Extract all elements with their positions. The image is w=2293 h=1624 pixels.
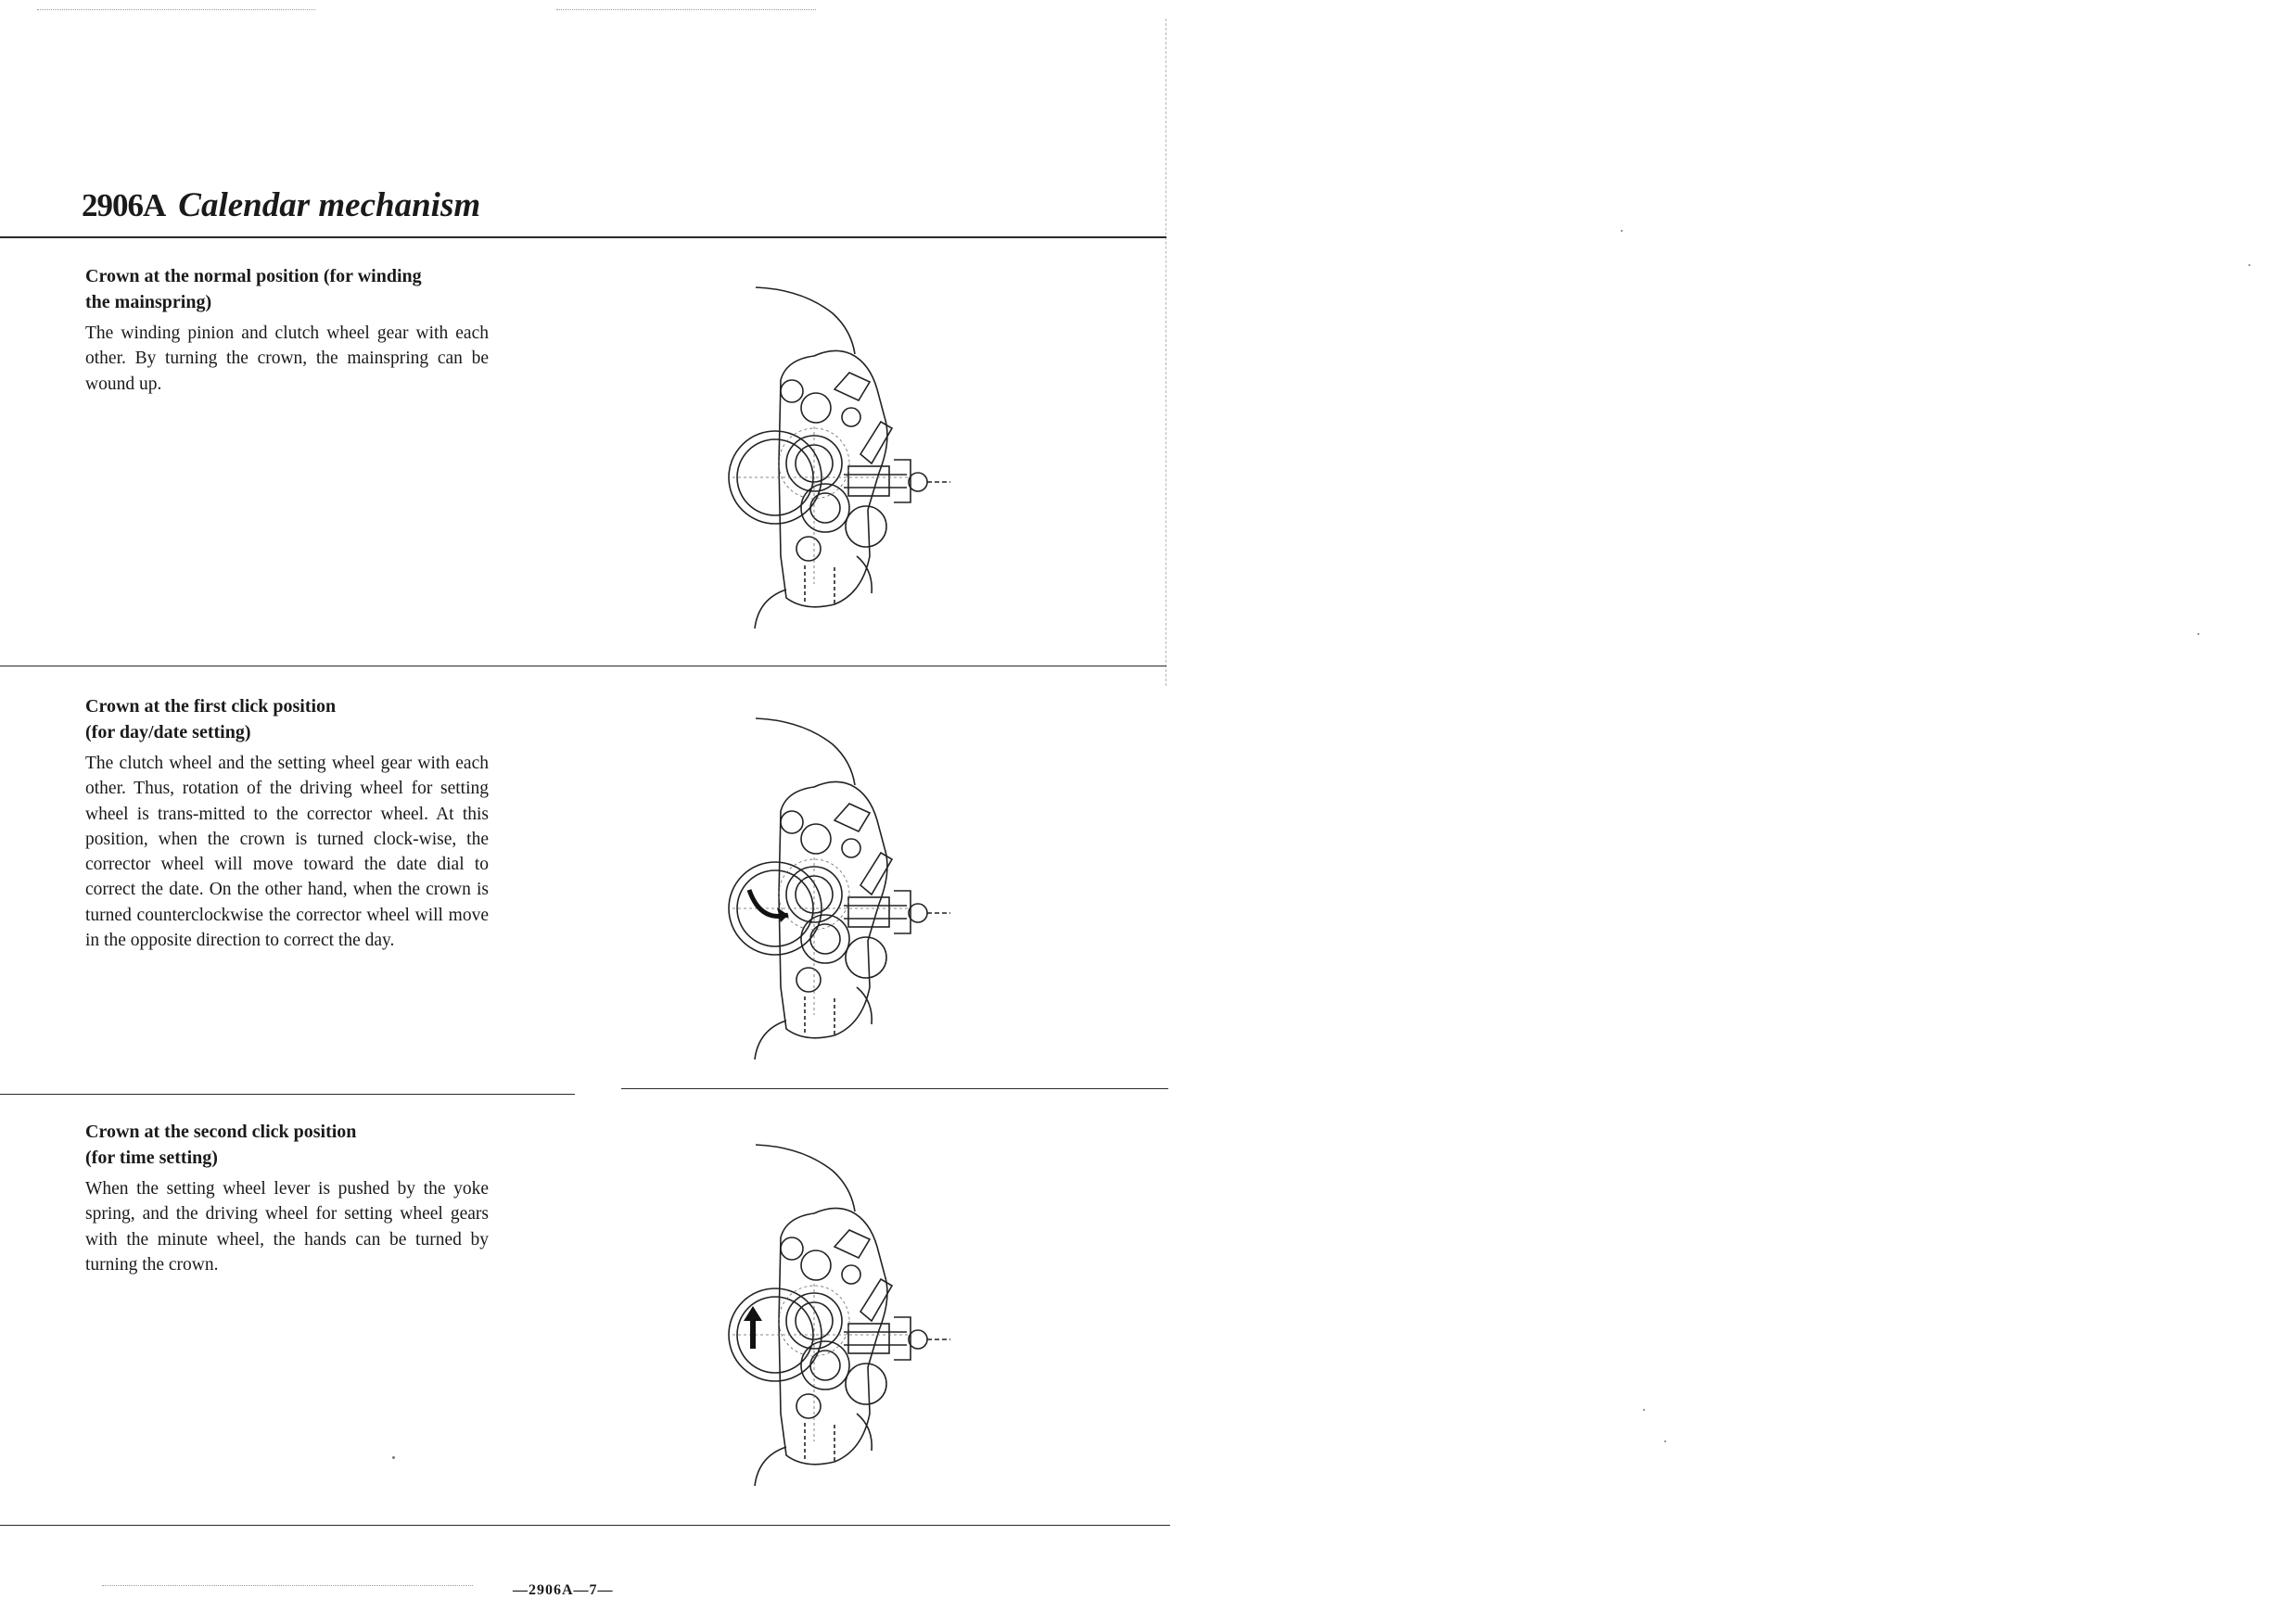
scan-noise: [556, 9, 816, 10]
section-normal-position: [85, 263, 489, 397]
section-body: The winding pinion and clutch wheel gear with each other. By turning the crown, the mainspring can be wound up.: [85, 324, 489, 394]
title-rule: [0, 236, 1166, 238]
section-second-click: [85, 1119, 489, 1277]
scan-speck: [2248, 264, 2250, 266]
bottom-rule: [0, 1525, 1170, 1526]
crown-second-click-diagram: [695, 1136, 974, 1488]
scan-noise: [102, 1585, 473, 1586]
page-title: [82, 185, 480, 225]
section-body: The clutch wheel and the setting wheel gear with each other. Thus, rotation of the driving wheel for setting wheel is trans-mitted to the corrector wheel. At this position, when the crown is turned clock-wise, the corrector wheel will move toward the date dial to correct the date. On the other hand, when the crown is turned counterclockwise the corrector wheel will move in the opposite direction to correct the day.: [85, 754, 489, 951]
crown-normal-position-diagram: [695, 278, 974, 630]
section-body: When the setting wheel lever is pushed by the yoke spring, and the driving wheel for setting wheel gears with the minute wheel, the hands can be turned by turning the crown.: [85, 1179, 489, 1275]
section-first-click: [85, 693, 489, 953]
section-divider: [621, 1088, 1168, 1089]
section-heading: Crown at the first click position (for day/date setting): [85, 696, 337, 742]
crown-first-click-diagram: [695, 709, 974, 1061]
section-divider: [0, 1094, 575, 1095]
title-text: Calendar mechanism: [178, 186, 481, 224]
section-heading: Crown at the second click position (for time setting): [85, 1122, 357, 1168]
scan-speck: [392, 1456, 395, 1459]
page-number: —2906A—7—: [513, 1582, 614, 1598]
scan-speck: [2197, 633, 2199, 635]
model-code: 2906A: [82, 187, 166, 223]
scan-speck: [1643, 1409, 1645, 1411]
scan-speck: [1621, 230, 1623, 232]
section-heading: Crown at the normal position (for winding the mainspring): [85, 266, 422, 312]
scan-noise: [37, 9, 315, 10]
scan-speck: [1664, 1440, 1666, 1442]
